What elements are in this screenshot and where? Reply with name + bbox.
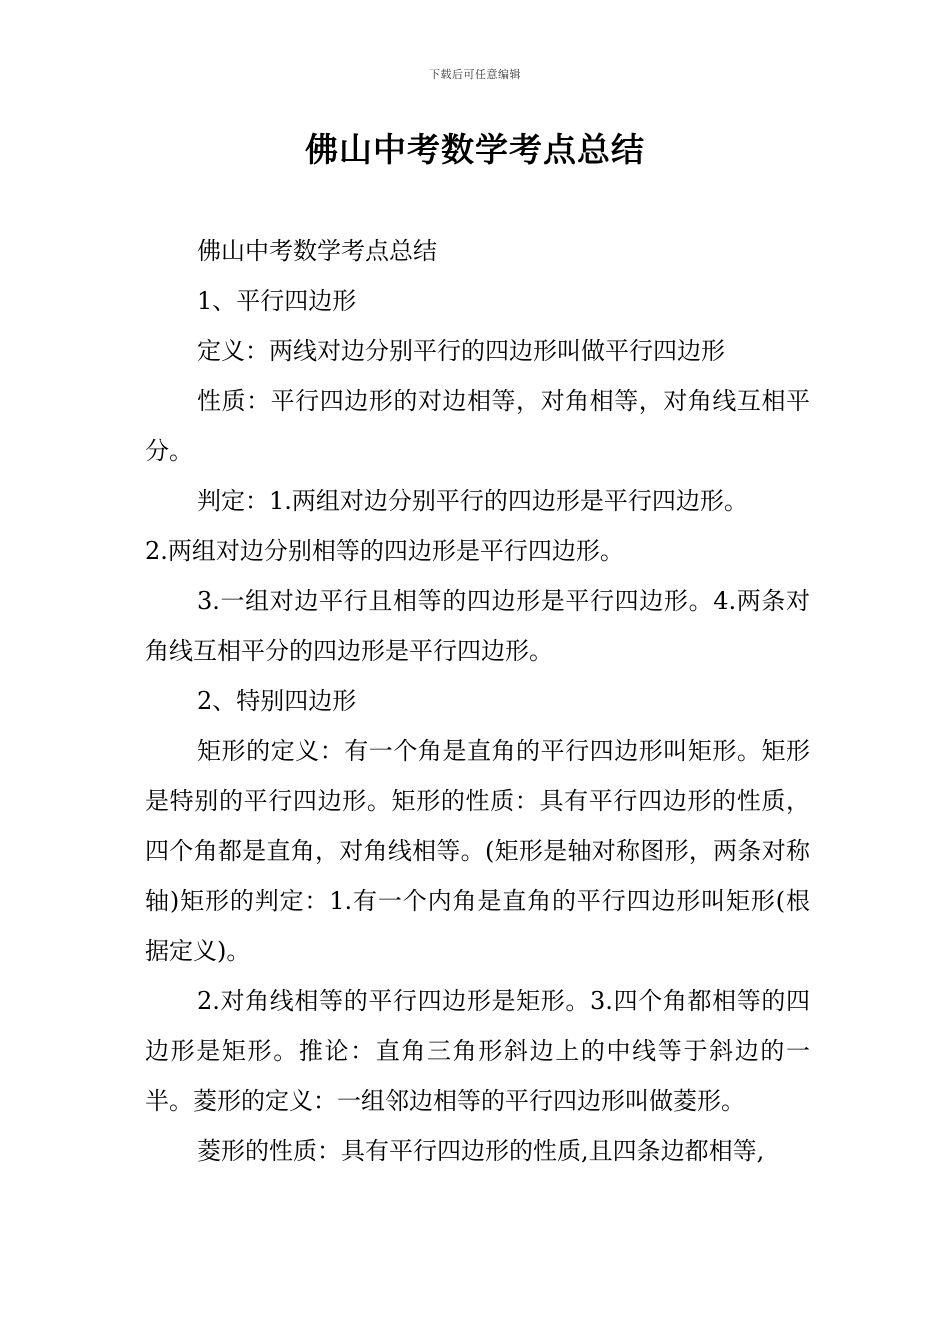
document-body: [145, 226, 810, 1176]
paragraph-criteria-2: 2.两组对边分别相等的四边形是平行四边形。: [145, 537, 624, 565]
paragraph-rectangle: 矩形的定义：有一个角是直角的平行四边形叫矩形。矩形是特别的平行四边形。矩形的性质：具有平行四边形的性质，四个角都是直角，对角线相等。(矩形是轴对称图形，两条对称轴)矩形的判定：1.有一个内角是直角的平行四边形叫矩形(根据定义)。: [145, 737, 810, 965]
header-note: 下载后可任意编辑: [429, 68, 521, 81]
paragraph-criteria-1: 判定：1.两组对边分别平行的四边形是平行四边形。: [197, 487, 748, 515]
paragraph-rectangle-rhombus: 2.对角线相等的平行四边形是矩形。3.四个角都相等的四边形是矩形。推论：直角三角形斜边上的中线等于斜边的一半。菱形的定义：一组邻边相等的平行四边形叫做菱形。: [145, 987, 810, 1115]
document-title: 佛山中考数学考点总结: [305, 130, 645, 169]
paragraph-rhombus-properties: 菱形的性质：具有平行四边形的性质,且四条边都相等,: [197, 1137, 765, 1165]
paragraph-subtitle: 佛山中考数学考点总结: [197, 237, 437, 265]
paragraph-properties: 性质：平行四边形的对边相等，对角相等，对角线互相平分。: [145, 387, 810, 465]
section-heading-parallelogram: 1、平行四边形: [197, 287, 357, 315]
section-heading-special-quadrilateral: 2、特别四边形: [197, 687, 357, 715]
paragraph-criteria-3-4: 3.一组对边平行且相等的四边形是平行四边形。4.两条对角线互相平分的四边形是平行四边形。: [145, 587, 810, 665]
paragraph-definition: 定义：两线对边分别平行的四边形叫做平行四边形: [197, 337, 725, 365]
